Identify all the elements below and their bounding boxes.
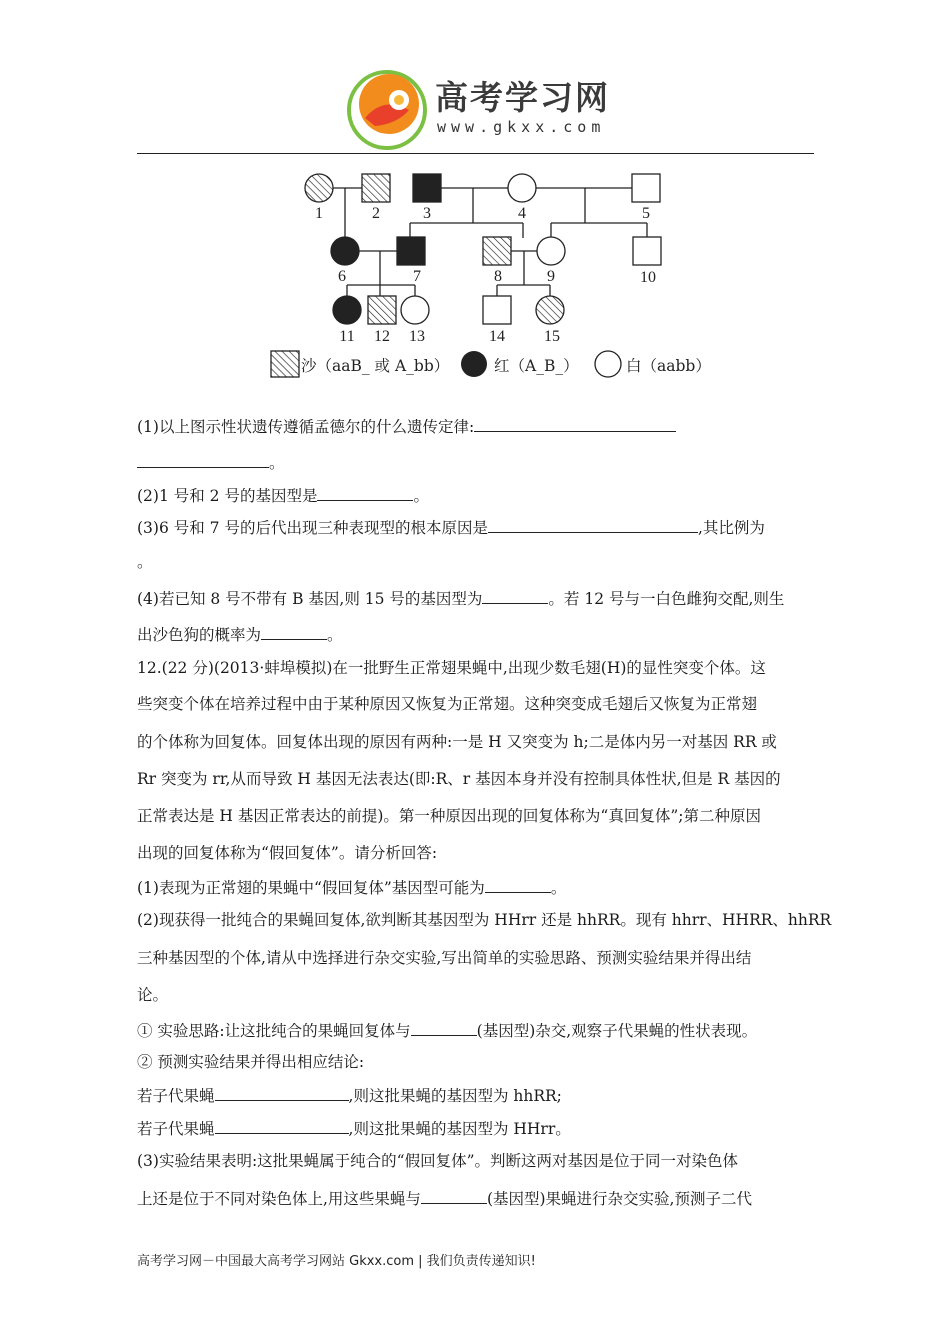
legend-red-label: 红（A_B_）: [494, 357, 579, 375]
question-text: (基因型)杂交,观察子代果蝇的性状表现。: [476, 1022, 758, 1040]
prediction-heading: ② 预测实验结果并得出相应结论:: [137, 1053, 365, 1071]
question-text: 。: [550, 879, 567, 897]
legend-sand-label: 沙（aaB_ 或 A_bb）: [301, 357, 450, 375]
subquestion-1: [137, 877, 566, 898]
label-15: 15: [544, 328, 560, 345]
prediction-result-1: [137, 1085, 562, 1106]
label-8: 8: [494, 268, 502, 285]
answer-blank[interactable]: [215, 1085, 349, 1101]
legend-white-swatch: [595, 351, 621, 377]
question-text: 若子代果蝇: [137, 1087, 215, 1105]
question-text: 。: [269, 454, 285, 472]
question-2: [137, 485, 429, 506]
site-name: 高考学习网: [435, 78, 610, 117]
individual-4: [508, 174, 536, 202]
subquestion-2-line-1: (2)现获得一批纯合的果蝇回复体,欲判断其基因型为 HHrr 还是 hhRR。现有 hhrr、HHRR、hhRR: [137, 911, 832, 929]
answer-blank[interactable]: [474, 416, 676, 432]
individual-6: [331, 237, 359, 265]
question-text: ,则这批果蝇的基因型为 HHrr。: [348, 1120, 571, 1138]
label-14: 14: [489, 328, 505, 345]
label-2: 2: [372, 205, 380, 222]
individual-1: [305, 174, 333, 202]
legend-sand-swatch: [271, 351, 299, 377]
subquestion-2-line-3: 论。: [137, 986, 169, 1004]
question-text: 。若 12 号与一白色雌狗交配,则生: [548, 590, 785, 608]
prediction-result-2: [137, 1118, 571, 1139]
label-1: 1: [315, 205, 323, 222]
label-7: 7: [413, 268, 421, 285]
subquestion-3-line-1: (3)实验结果表明:这批果蝇属于纯合的“假回复体”。判断这两对基因是位于同一对染色体: [137, 1152, 739, 1170]
question-text: 出沙色狗的概率为: [137, 626, 262, 644]
question-text: (4)若已知 8 号不带有 B 基因,则 15 号的基因型为: [137, 590, 483, 608]
answer-blank[interactable]: [421, 1188, 487, 1204]
problem-12-line-3: 的个体称为回复体。回复体出现的原因有两种:一是 H 又突变为 h;二是体内另一对基因 RR 或: [137, 733, 777, 751]
question-text: 。: [413, 487, 429, 505]
question-text: 上还是位于不同对染色体上,用这些果蝇与: [137, 1190, 421, 1208]
label-13: 13: [409, 328, 425, 345]
answer-blank[interactable]: [261, 624, 327, 640]
answer-blank[interactable]: [485, 877, 551, 893]
site-logo: [345, 66, 625, 150]
legend-red-swatch: [461, 351, 487, 377]
problem-12-line-5: 正常表达是 H 基因正常表达的前提)。第一种原因出现的回复体称为“真回复体”;第二种原因: [137, 807, 761, 825]
question-1-line-1: [137, 416, 676, 437]
question-text: (3)6 号和 7 号的后代出现三种表现型的根本原因是: [137, 519, 488, 537]
question-text: 。: [327, 626, 343, 644]
question-text: (1)表现为正常翅的果蝇中“假回复体”基因型可能为: [137, 879, 485, 897]
individual-11: [333, 296, 361, 324]
question-text: (1)以上图示性状遗传遵循孟德尔的什么遗传定律:: [137, 418, 475, 436]
individual-3: [413, 174, 441, 202]
question-text: 。: [137, 553, 153, 571]
page-footer: 高考学习网－中国最大高考学习网站 Gkxx.com | 我们负责传递知识!: [137, 1254, 536, 1269]
question-text: ,其比例为: [697, 519, 765, 537]
individual-7: [397, 237, 425, 265]
experiment-idea: [137, 1020, 757, 1041]
individual-14: [483, 296, 511, 324]
site-url: www.gkxx.com: [437, 118, 606, 136]
header-divider: [137, 153, 814, 154]
label-3: 3: [423, 205, 431, 222]
problem-12-line-2: 些突变个体在培养过程中由于某种原因又恢复为正常翅。这种突变成毛翅后又恢复为正常翅: [137, 695, 758, 713]
individual-10: [633, 237, 661, 265]
individual-15: [536, 296, 564, 324]
individual-13: [401, 296, 429, 324]
answer-blank[interactable]: [482, 588, 548, 604]
question-3-line-2: [137, 552, 153, 572]
answer-blank[interactable]: [411, 1020, 477, 1036]
label-6: 6: [338, 268, 346, 285]
label-4: 4: [518, 205, 526, 222]
answer-blank[interactable]: [215, 1118, 349, 1134]
label-5: 5: [642, 205, 650, 222]
problem-12-line-1: 12.(22 分)(2013·蚌埠模拟)在一批野生正常翅果蝇中,出现少数毛翅(H)的显性突变个体。这: [137, 659, 766, 677]
answer-blank[interactable]: [317, 485, 413, 501]
answer-blank[interactable]: [137, 452, 269, 468]
problem-12-line-6: 出现的回复体称为“假回复体”。请分析回答:: [137, 844, 438, 862]
logo-emblem-icon: [345, 66, 435, 150]
legend: [271, 351, 711, 377]
label-10: 10: [640, 269, 656, 286]
question-1-line-2: [137, 452, 285, 473]
label-9: 9: [547, 268, 555, 285]
question-3-line-1: [137, 517, 765, 538]
pedigree-diagram: [265, 165, 725, 384]
legend-white-label: 白（aabb）: [626, 357, 711, 375]
individual-5: [632, 174, 660, 202]
question-4-line-2: [137, 624, 343, 645]
question-text: 若子代果蝇: [137, 1120, 215, 1138]
question-4-line-1: [137, 588, 784, 609]
individual-12: [368, 296, 396, 324]
question-text: ,则这批果蝇的基因型为 hhRR;: [348, 1087, 562, 1105]
individual-2: [362, 174, 390, 202]
individual-8: [483, 237, 511, 265]
problem-12-line-4: Rr 突变为 rr,从而导致 H 基因无法表达(即:R、r 基因本身并没有控制具体性状,但是 R 基因的: [137, 770, 781, 788]
question-text: ① 实验思路:让这批纯合的果蝇回复体与: [137, 1022, 411, 1040]
question-text: (基因型)果蝇进行杂交实验,预测子二代: [486, 1190, 752, 1208]
individual-9: [537, 237, 565, 265]
question-text: (2)1 号和 2 号的基因型是: [137, 487, 318, 505]
subquestion-2-line-2: 三种基因型的个体,请从中选择进行杂交实验,写出简单的实验思路、预测实验结果并得出结: [137, 949, 752, 967]
label-12: 12: [374, 328, 390, 345]
answer-blank[interactable]: [488, 517, 698, 533]
subquestion-3-line-2: [137, 1188, 752, 1209]
label-11: 11: [339, 328, 355, 345]
